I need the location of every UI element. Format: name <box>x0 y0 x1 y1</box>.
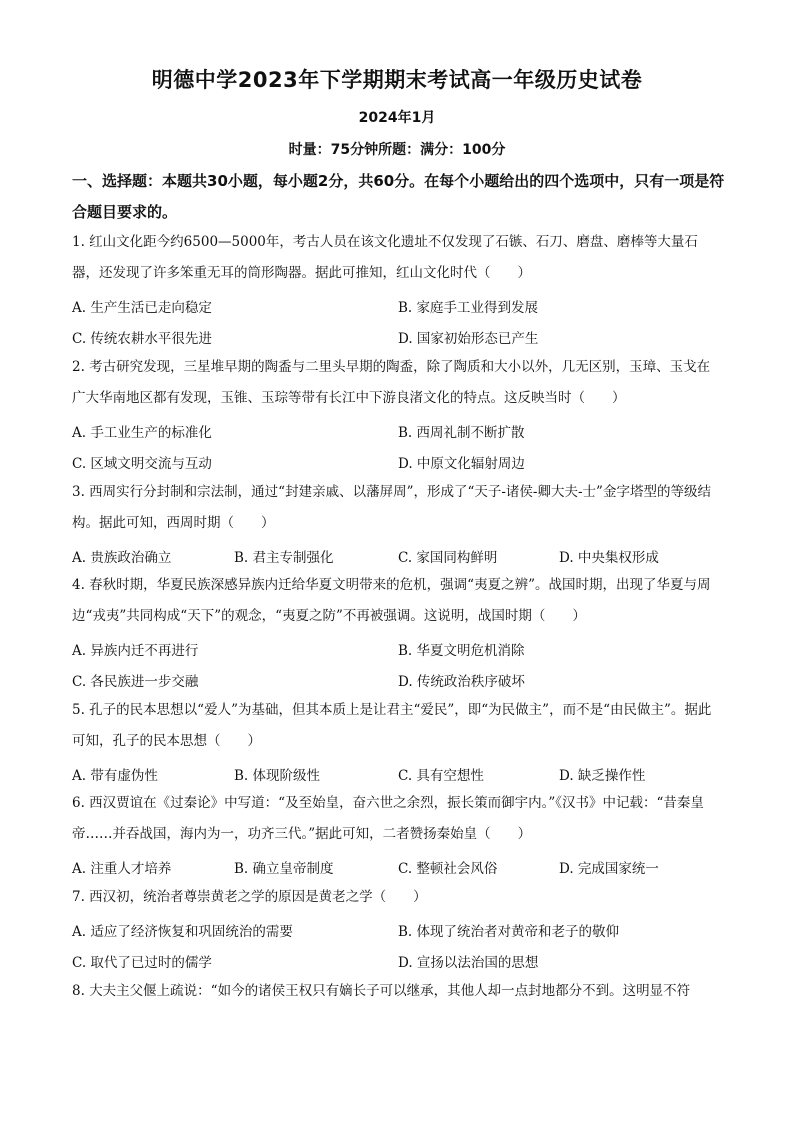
question-stem: 2. 考古研究发现，三星堆早期的陶盉与二里头早期的陶盉，除了陶质和大小以外，几无区别，玉璋、玉戈在广大华南地区都有发现，玉锥、玉琮等带有长江中下游良渚文化的特点。这反映当时（ ） <box>72 359 711 406</box>
option: B. 君主专制强化 <box>234 550 334 566</box>
option: B. 西周礼制不断扩散 <box>398 425 525 441</box>
option: D. 传统政治秩序破坏 <box>398 674 525 690</box>
option: C. 具有空想性 <box>398 768 484 784</box>
question-stem: 5. 孔子的民本思想以“爱人”为基础，但其本质上是让君主“爱民”，即“为民做主”，而不是“由民做主”。据此可知，孔子的民本思想（ ） <box>72 702 712 749</box>
option: B. 家庭手工业得到发展 <box>398 300 539 316</box>
option: A. 贵族政治确立 <box>72 550 172 566</box>
exam-meta: 时量：75分钟所题：满分：100分 <box>288 142 506 158</box>
question-stem: 8. 大夫主父偃上疏说：“如今的诸侯王权只有嫡长子可以继承，其他人却一点封地都分不到。这明显不符 <box>72 983 691 999</box>
option: D. 宣扬以法治国的思想 <box>398 955 539 971</box>
question-stem: 7. 西汉初，统治者尊崇黄老之学的原因是黄老之学（ ） <box>72 889 427 905</box>
option: A. 适应了经济恢复和巩固统治的需要 <box>72 924 293 940</box>
option: A. 异族内迁不再进行 <box>72 643 199 659</box>
option: B. 确立皇帝制度 <box>234 861 334 877</box>
option: D. 中央集权形成 <box>559 550 659 566</box>
option: D. 完成国家统一 <box>559 861 659 877</box>
option: A. 手工业生产的标准化 <box>72 425 212 441</box>
option: C. 传统农耕水平很先进 <box>72 331 212 347</box>
option: B. 体现阶级性 <box>234 768 321 784</box>
exam-date: 2024年1月 <box>358 110 436 126</box>
option: D. 缺乏操作性 <box>559 768 646 784</box>
option: C. 取代了已过时的儒学 <box>72 955 212 971</box>
exam-title: 明德中学2023年下学期期末考试高一年级历史试卷 <box>151 68 643 92</box>
option: A. 注重人才培养 <box>72 861 172 877</box>
question-stem: 6. 西汉贾谊在《过秦论》中写道：“及至始皇，奋六世之余烈，振长策而御宇内。”《汉书》中记载：“昔秦皇帝……并吞战国，海内为一，功齐三代。”据此可知，二者赞扬秦始皇（ ） <box>72 795 704 842</box>
question-stem: 4. 春秋时期，华夏民族深感异族内迁给华夏文明带来的危机，强调“夷夏之辨”。战国时期，出现了华夏与周边“戎夷”共同构成“天下”的观念，“夷夏之防”不再被强调。这说明，战国时期（ ） <box>72 577 711 624</box>
option: B. 华夏文明危机消除 <box>398 643 525 659</box>
option: D. 中原文化辐射周边 <box>398 456 525 472</box>
option: C. 各民族进一步交融 <box>72 674 199 690</box>
question-stem: 1. 红山文化距今约6500—5000年，考古人员在该文化遗址不仅发现了石镞、石刀、磨盘、磨棒等大量石器，还发现了许多笨重无耳的筒形陶器。据此可推知，红山文化时代（ ） <box>72 234 698 281</box>
option: B. 体现了统治者对黄帝和老子的敬仰 <box>398 924 620 940</box>
option: C. 家国同构鲜明 <box>398 550 498 566</box>
option: A. 带有虚伪性 <box>72 768 158 784</box>
question-stem: 3. 西周实行分封制和宗法制，通过“封建亲戚、以藩屏周”，形成了“天子-诸侯-卿大夫-士”金字塔型的等级结构。据此可知，西周时期（ ） <box>72 484 711 531</box>
section-heading: 一、选择题：本题共30小题，每小题2分，共60分。在每个小题给出的四个选项中，只有一项是符合题目要求的。 <box>72 172 725 221</box>
option: D. 国家初始形态已产生 <box>398 331 539 347</box>
option: C. 整顿社会风俗 <box>398 861 498 877</box>
option: C. 区域文明交流与互动 <box>72 456 212 472</box>
option: A. 生产生活已走向稳定 <box>72 300 212 316</box>
